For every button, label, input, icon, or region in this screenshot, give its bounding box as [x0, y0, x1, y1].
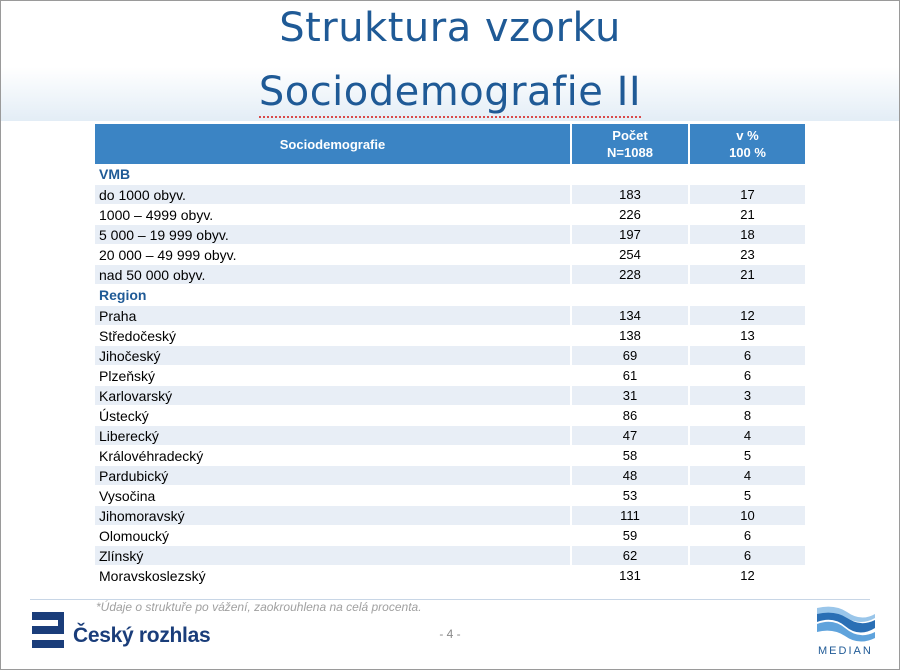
table-row	[95, 426, 805, 446]
row-label: 20 000 – 49 999 obyv.	[95, 245, 572, 265]
row-count: 131	[572, 566, 690, 586]
row-label: Jihomoravský	[95, 506, 572, 526]
table-row	[95, 366, 805, 386]
section-title: Region	[95, 285, 805, 306]
header-count-line1: Počet	[612, 128, 648, 143]
row-label: Pardubický	[95, 466, 572, 486]
row-count: 62	[572, 546, 690, 566]
sociodemographics-table	[95, 124, 805, 586]
row-count: 228	[572, 265, 690, 285]
row-label: Praha	[95, 306, 572, 326]
row-count: 59	[572, 526, 690, 546]
row-label: Středočeský	[95, 326, 572, 346]
table-row	[95, 326, 805, 346]
header-percent-line2: 100 %	[729, 145, 766, 160]
table-row	[95, 386, 805, 406]
row-percent: 6	[690, 546, 805, 566]
row-percent: 6	[690, 346, 805, 366]
slide-title-line2-text: Sociodemografie II	[259, 69, 641, 118]
row-percent: 6	[690, 366, 805, 386]
row-count: 111	[572, 506, 690, 526]
cesky-rozhlas-logo-text: Český rozhlas	[73, 624, 211, 647]
row-count: 86	[572, 406, 690, 426]
row-count: 226	[572, 205, 690, 225]
row-label: 5 000 – 19 999 obyv.	[95, 225, 572, 245]
row-label: Plzeňský	[95, 366, 572, 386]
slide-title-line2	[0, 68, 900, 116]
table-row	[95, 185, 805, 205]
header-sociodemografie: Sociodemografie	[95, 124, 572, 164]
table-row	[95, 205, 805, 225]
row-percent: 12	[690, 566, 805, 586]
median-logo-text: MEDIAN	[818, 645, 873, 657]
row-percent: 4	[690, 426, 805, 446]
section-row	[95, 285, 805, 306]
row-count: 69	[572, 346, 690, 366]
row-label: Liberecký	[95, 426, 572, 446]
table-row	[95, 466, 805, 486]
page-number: - 4 -	[439, 627, 461, 641]
table-row	[95, 486, 805, 506]
slide-title-line1: Struktura vzorku	[279, 5, 621, 51]
row-percent: 5	[690, 446, 805, 466]
row-percent: 8	[690, 406, 805, 426]
table-row	[95, 306, 805, 326]
row-label: do 1000 obyv.	[95, 185, 572, 205]
row-percent: 17	[690, 185, 805, 205]
row-label: nad 50 000 obyv.	[95, 265, 572, 285]
row-label: 1000 – 4999 obyv.	[95, 205, 572, 225]
row-percent: 3	[690, 386, 805, 406]
table-row	[95, 225, 805, 245]
median-logo-icon	[815, 606, 877, 644]
table-row	[95, 526, 805, 546]
table-row	[95, 406, 805, 426]
row-label: Jihočeský	[95, 346, 572, 366]
row-percent: 4	[690, 466, 805, 486]
section-title: VMB	[95, 164, 805, 185]
header-count-line2: N=1088	[607, 145, 653, 160]
row-label: Moravskoslezský	[95, 566, 572, 586]
row-percent: 6	[690, 526, 805, 546]
table-row	[95, 566, 805, 586]
row-count: 61	[572, 366, 690, 386]
row-label: Ústecký	[95, 406, 572, 426]
row-percent: 18	[690, 225, 805, 245]
row-percent: 21	[690, 265, 805, 285]
row-percent: 5	[690, 486, 805, 506]
row-count: 31	[572, 386, 690, 406]
table-row	[95, 506, 805, 526]
table-row	[95, 265, 805, 285]
row-count: 58	[572, 446, 690, 466]
table-header-row	[95, 124, 805, 164]
section-row	[95, 164, 805, 185]
row-percent: 12	[690, 306, 805, 326]
table-row	[95, 346, 805, 366]
row-count: 254	[572, 245, 690, 265]
row-percent: 23	[690, 245, 805, 265]
row-label: Zlínský	[95, 546, 572, 566]
footnote: *Údaje o struktuře po vážení, zaokrouhlena na celá procenta.	[96, 600, 422, 614]
row-label: Karlovarský	[95, 386, 572, 406]
row-count: 138	[572, 326, 690, 346]
header-percent	[690, 124, 805, 164]
row-label: Olomoucký	[95, 526, 572, 546]
row-count: 53	[572, 486, 690, 506]
row-percent: 10	[690, 506, 805, 526]
cesky-rozhlas-logo-icon	[32, 612, 68, 652]
row-count: 47	[572, 426, 690, 446]
row-count: 183	[572, 185, 690, 205]
row-label: Královéhradecký	[95, 446, 572, 466]
header-count	[572, 124, 690, 164]
row-count: 134	[572, 306, 690, 326]
table-body	[95, 164, 805, 586]
table-row	[95, 245, 805, 265]
table-row	[95, 546, 805, 566]
row-label: Vysočina	[95, 486, 572, 506]
row-count: 48	[572, 466, 690, 486]
header-percent-line1: v %	[736, 128, 759, 143]
row-count: 197	[572, 225, 690, 245]
table-row	[95, 446, 805, 466]
row-percent: 21	[690, 205, 805, 225]
row-percent: 13	[690, 326, 805, 346]
